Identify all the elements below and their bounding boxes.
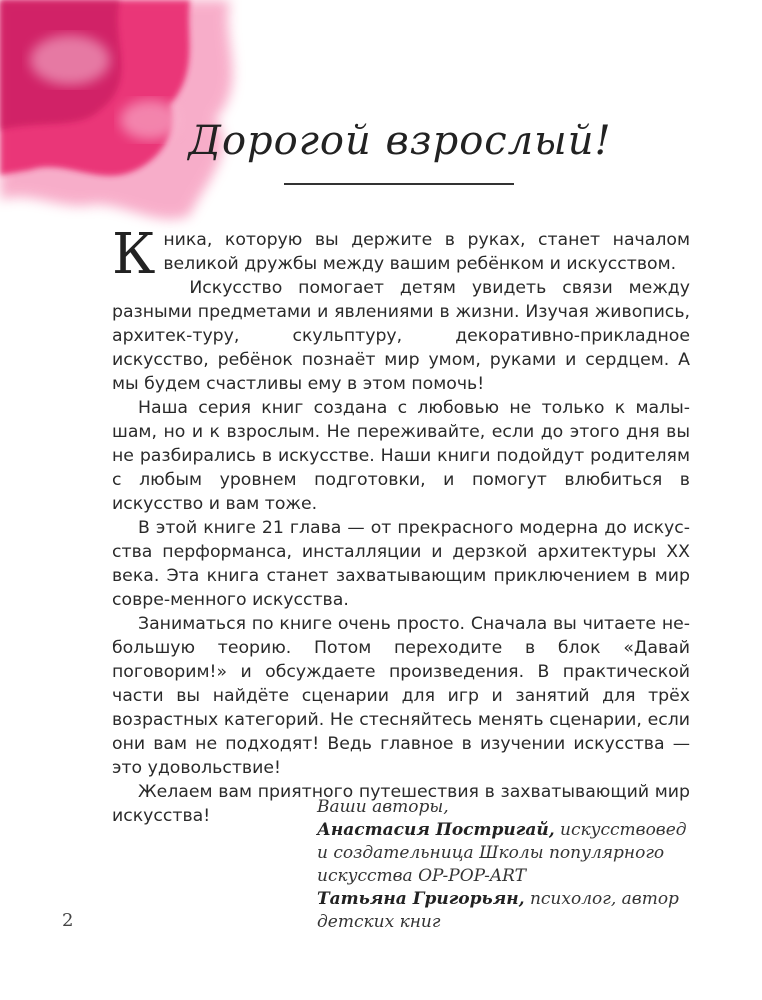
letter-body	[112, 222, 690, 828]
signature-intro: Ваши авторы,	[317, 797, 449, 817]
signature: Ваши авторы, Анастасия Постригай, искусствовед и создательница Школы популярного искусства OP-POP-ART Татьяна Григорьян, психолог, автор детских книг	[317, 796, 697, 934]
paragraph: Искусство помогает детям увидеть связи между разными предметами и явлениями в жизни. Изучая живопись, архитек-туру, скульптуру, декоративно-прикладное искусство, ребёнок познаёт мир умом, руками и сердцем. А мы будем счастливы ему в этом помочь!	[112, 278, 690, 394]
paragraph: Наша серия книг создана с любовью не только к малы-шам, но и к взрослым. Не переживайте, если до этого дня вы не разбирались в искусстве. Наши книги подойдут родителям с любым уровнем подготовки, и помогут влюбиться в искусство и вам тоже.	[112, 398, 690, 514]
title-underline	[284, 183, 514, 185]
paragraph: Заниматься по книге очень просто. Сначала вы читаете не-большую теорию. Потом переходите в блок «Давай поговорим!» и обсуждаете произведения. В практической части вы найдёте сценарии для игр и занятий для трёх возрастных категорий. Не стесняйтесь менять сценарии, если они вам не подходят! Ведь главное в изучении искусства — это удовольствие!	[112, 614, 690, 778]
paragraph: Кника, которую вы держите в руках, станет началом великой дружбы между вашим ребёнком и искусством.	[112, 222, 690, 287]
author-name: Анастасия Постригай,	[317, 820, 555, 840]
paragraph: Желаем вам приятного путешествия в захватывающий мир искусства!	[112, 782, 690, 826]
drop-cap: К	[112, 222, 156, 287]
page-title: Дорогой взрослый!	[188, 118, 612, 164]
page-number: 2	[62, 910, 74, 931]
paragraph: В этой книге 21 глава — от прекрасного модерна до искус-ства перформанса, инсталляции и дерзкой архитектуры XX века. Эта книга станет захватывающим приключением в мир совре-менного искусства.	[112, 518, 690, 610]
author-name: Татьяна Григорьян,	[317, 889, 525, 909]
